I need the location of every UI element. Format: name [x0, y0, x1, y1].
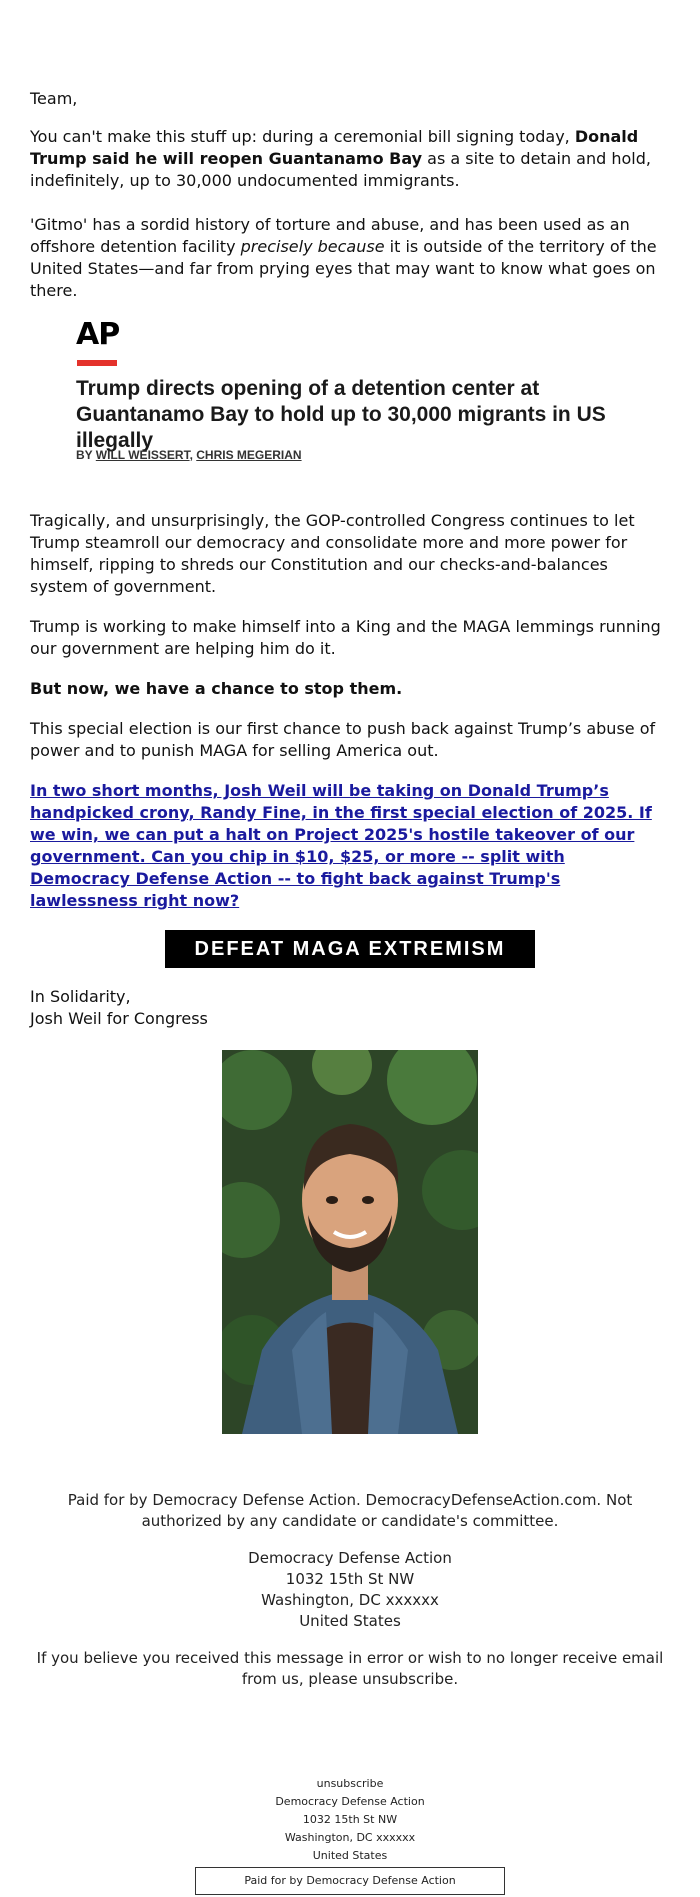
defeat-maga-button[interactable]: DEFEAT MAGA EXTREMISM	[165, 930, 535, 968]
author-link-1[interactable]: WILL WEISSERT	[95, 448, 190, 462]
cta-wrapper	[30, 930, 670, 968]
paragraph-special-election: This special election is our first chance to push back against Trump’s abuse of power and to punish MAGA for selling America out.	[30, 719, 656, 760]
footer-disclaimer: Paid for by Democracy Defense Action. DemocracyDefenseAction.com. Not authorized by any candidate or candidate's committee.	[67, 1491, 633, 1530]
paid-for-box: Paid for by Democracy Defense Action	[195, 1867, 505, 1895]
candidate-photo	[222, 1050, 478, 1434]
mini-footer-country: United States	[312, 1849, 388, 1862]
footer-city: Washington, DC xxxxxx	[261, 1591, 439, 1609]
paragraph-intro: You can't make this stuff up: during a ceremonial bill signing today, Donald Trump said he will reopen Guantanamo Bay as a site to detain and hold, indefinitely, up to 30,000 undocumented immigrants.	[30, 127, 651, 190]
greeting: Team,	[30, 89, 78, 108]
author-link-2[interactable]: CHRIS MEGERIAN	[196, 448, 302, 462]
footer-address	[30, 1548, 670, 1632]
footer	[30, 1490, 670, 1706]
ap-byline: BY WILL WEISSERT, CHRIS MEGERIAN	[76, 448, 302, 462]
mini-footer	[0, 1775, 700, 1895]
photo-wrapper	[30, 1050, 670, 1440]
signoff-line-1: In Solidarity,	[30, 987, 131, 1006]
intro-bold-text: Donald Trump said he will reopen Guantanamo Bay	[30, 127, 639, 168]
paragraph-gitmo: 'Gitmo' has a sordid history of torture and abuse, and has been used as an offshore detention facility precisely because it is outside of the territory of the United States—and far from prying eyes that may want to know what goes on there.	[30, 215, 657, 300]
paragraph-congress: Tragically, and unsurprisingly, the GOP-controlled Congress continues to let Trump steamroll our democracy and consolidate more and more power for himself, ripping to shreds our Constitution and our checks-and-balances system of government.	[30, 511, 635, 596]
unsubscribe-link[interactable]: unsubscribe	[316, 1777, 384, 1790]
footer-unsubscribe-text: If you believe you received this message in error or wish to no longer receive email from us, please unsubscribe.	[36, 1649, 664, 1688]
candidate-portrait-image	[222, 1050, 478, 1434]
paragraph-king: Trump is working to make himself into a King and the MAGA lemmings running our government are helping him do it.	[30, 617, 661, 658]
mini-footer-org: Democracy Defense Action	[275, 1795, 425, 1808]
signoff	[30, 986, 670, 1030]
ap-article-card	[30, 317, 670, 488]
mini-footer-city: Washington, DC xxxxxx	[284, 1831, 416, 1844]
email-body	[30, 88, 670, 1440]
paragraph-chance: But now, we have a chance to stop them.	[30, 679, 403, 698]
footer-street: 1032 15th St NW	[285, 1570, 415, 1588]
footer-country: United States	[299, 1612, 401, 1630]
signoff-line-2: Josh Weil for Congress	[30, 1009, 208, 1028]
footer-org: Democracy Defense Action	[248, 1549, 452, 1567]
mini-footer-street: 1032 15th St NW	[302, 1813, 398, 1826]
ap-logo: AP	[76, 317, 120, 352]
donation-link[interactable]: In two short months, Josh Weil will be taking on Donald Trump’s handpicked crony, Randy Fine, in the first special election of 2025. If we win, we can put a halt on Project 2025's hostile takeover of our government. Can you chip in $10, $25, or more -- split with Democracy Defense Action -- to fight back against Trump's lawlessness right now?	[30, 781, 652, 910]
gitmo-italic-text: precisely because	[240, 237, 385, 256]
ap-logo-underline	[77, 360, 117, 366]
ap-headline: Trump directs opening of a detention center at Guantanamo Bay to hold up to 30,000 migrants in US illegally	[76, 377, 606, 452]
